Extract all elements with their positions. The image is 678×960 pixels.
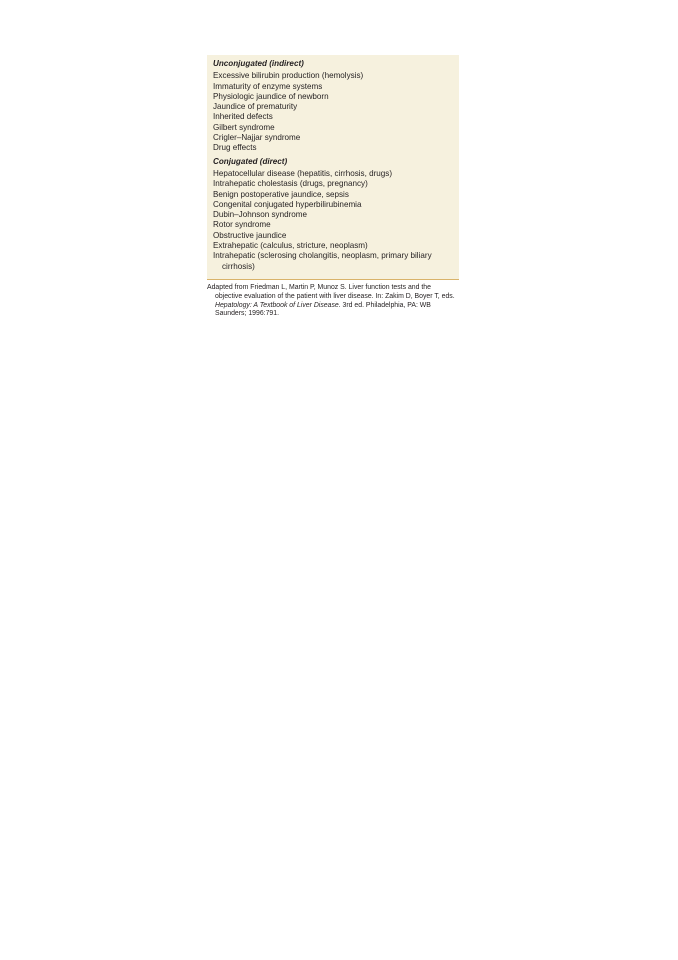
section-heading-conjugated: Conjugated (direct)	[213, 156, 288, 166]
list-item: Excessive bilirubin production (hemolysis)	[213, 71, 364, 81]
list-item: Jaundice of prematurity	[213, 102, 298, 112]
list-item: Rotor syndrome	[213, 220, 271, 230]
list-item: Dubin–Johnson syndrome	[213, 210, 308, 220]
source-footnote	[207, 284, 457, 319]
list-item: Immaturity of enzyme systems	[213, 81, 323, 91]
list-item: Congenital conjugated hyperbilirubinemia	[213, 199, 362, 209]
jaundice-causes-table	[207, 55, 459, 280]
footnote-prefix: Adapted from Friedman L, Martin P, Munoz S. Liver function tests and the objective evaluation of the patient with liver disease. In: Zakim D, Boyer T, eds.	[207, 284, 455, 300]
footnote-suffix: 3rd ed. Philadelphia, PA: WB Saunders; 1996:791.	[215, 301, 431, 318]
list-item: Intrahepatic cholestasis (drugs, pregnancy)	[213, 179, 368, 189]
list-item: Crigler–Najjar syndrome	[213, 133, 301, 143]
list-item: Hepatocellular disease (hepatitis, cirrhosis, drugs)	[213, 168, 393, 178]
list-item: Drug effects	[213, 143, 257, 153]
list-item: Benign postoperative jaundice, sepsis	[213, 189, 349, 199]
unconjugated-list	[213, 71, 453, 153]
list-item: Extrahepatic (calculus, stricture, neoplasm)	[213, 241, 368, 251]
list-item: Obstructive jaundice	[213, 230, 287, 240]
footnote-book-title: Hepatology: A Textbook of Liver Disease.	[215, 301, 341, 309]
list-item: Physiologic jaundice of newborn	[213, 91, 329, 101]
list-item: Inherited defects	[213, 112, 273, 122]
list-item: Intrahepatic (sclerosing cholangitis, neoplasm, primary biliary cirrhosis)	[213, 251, 432, 271]
list-item: Gilbert syndrome	[213, 122, 275, 132]
conjugated-list	[213, 169, 453, 272]
section-heading-unconjugated: Unconjugated (indirect)	[213, 59, 304, 68]
